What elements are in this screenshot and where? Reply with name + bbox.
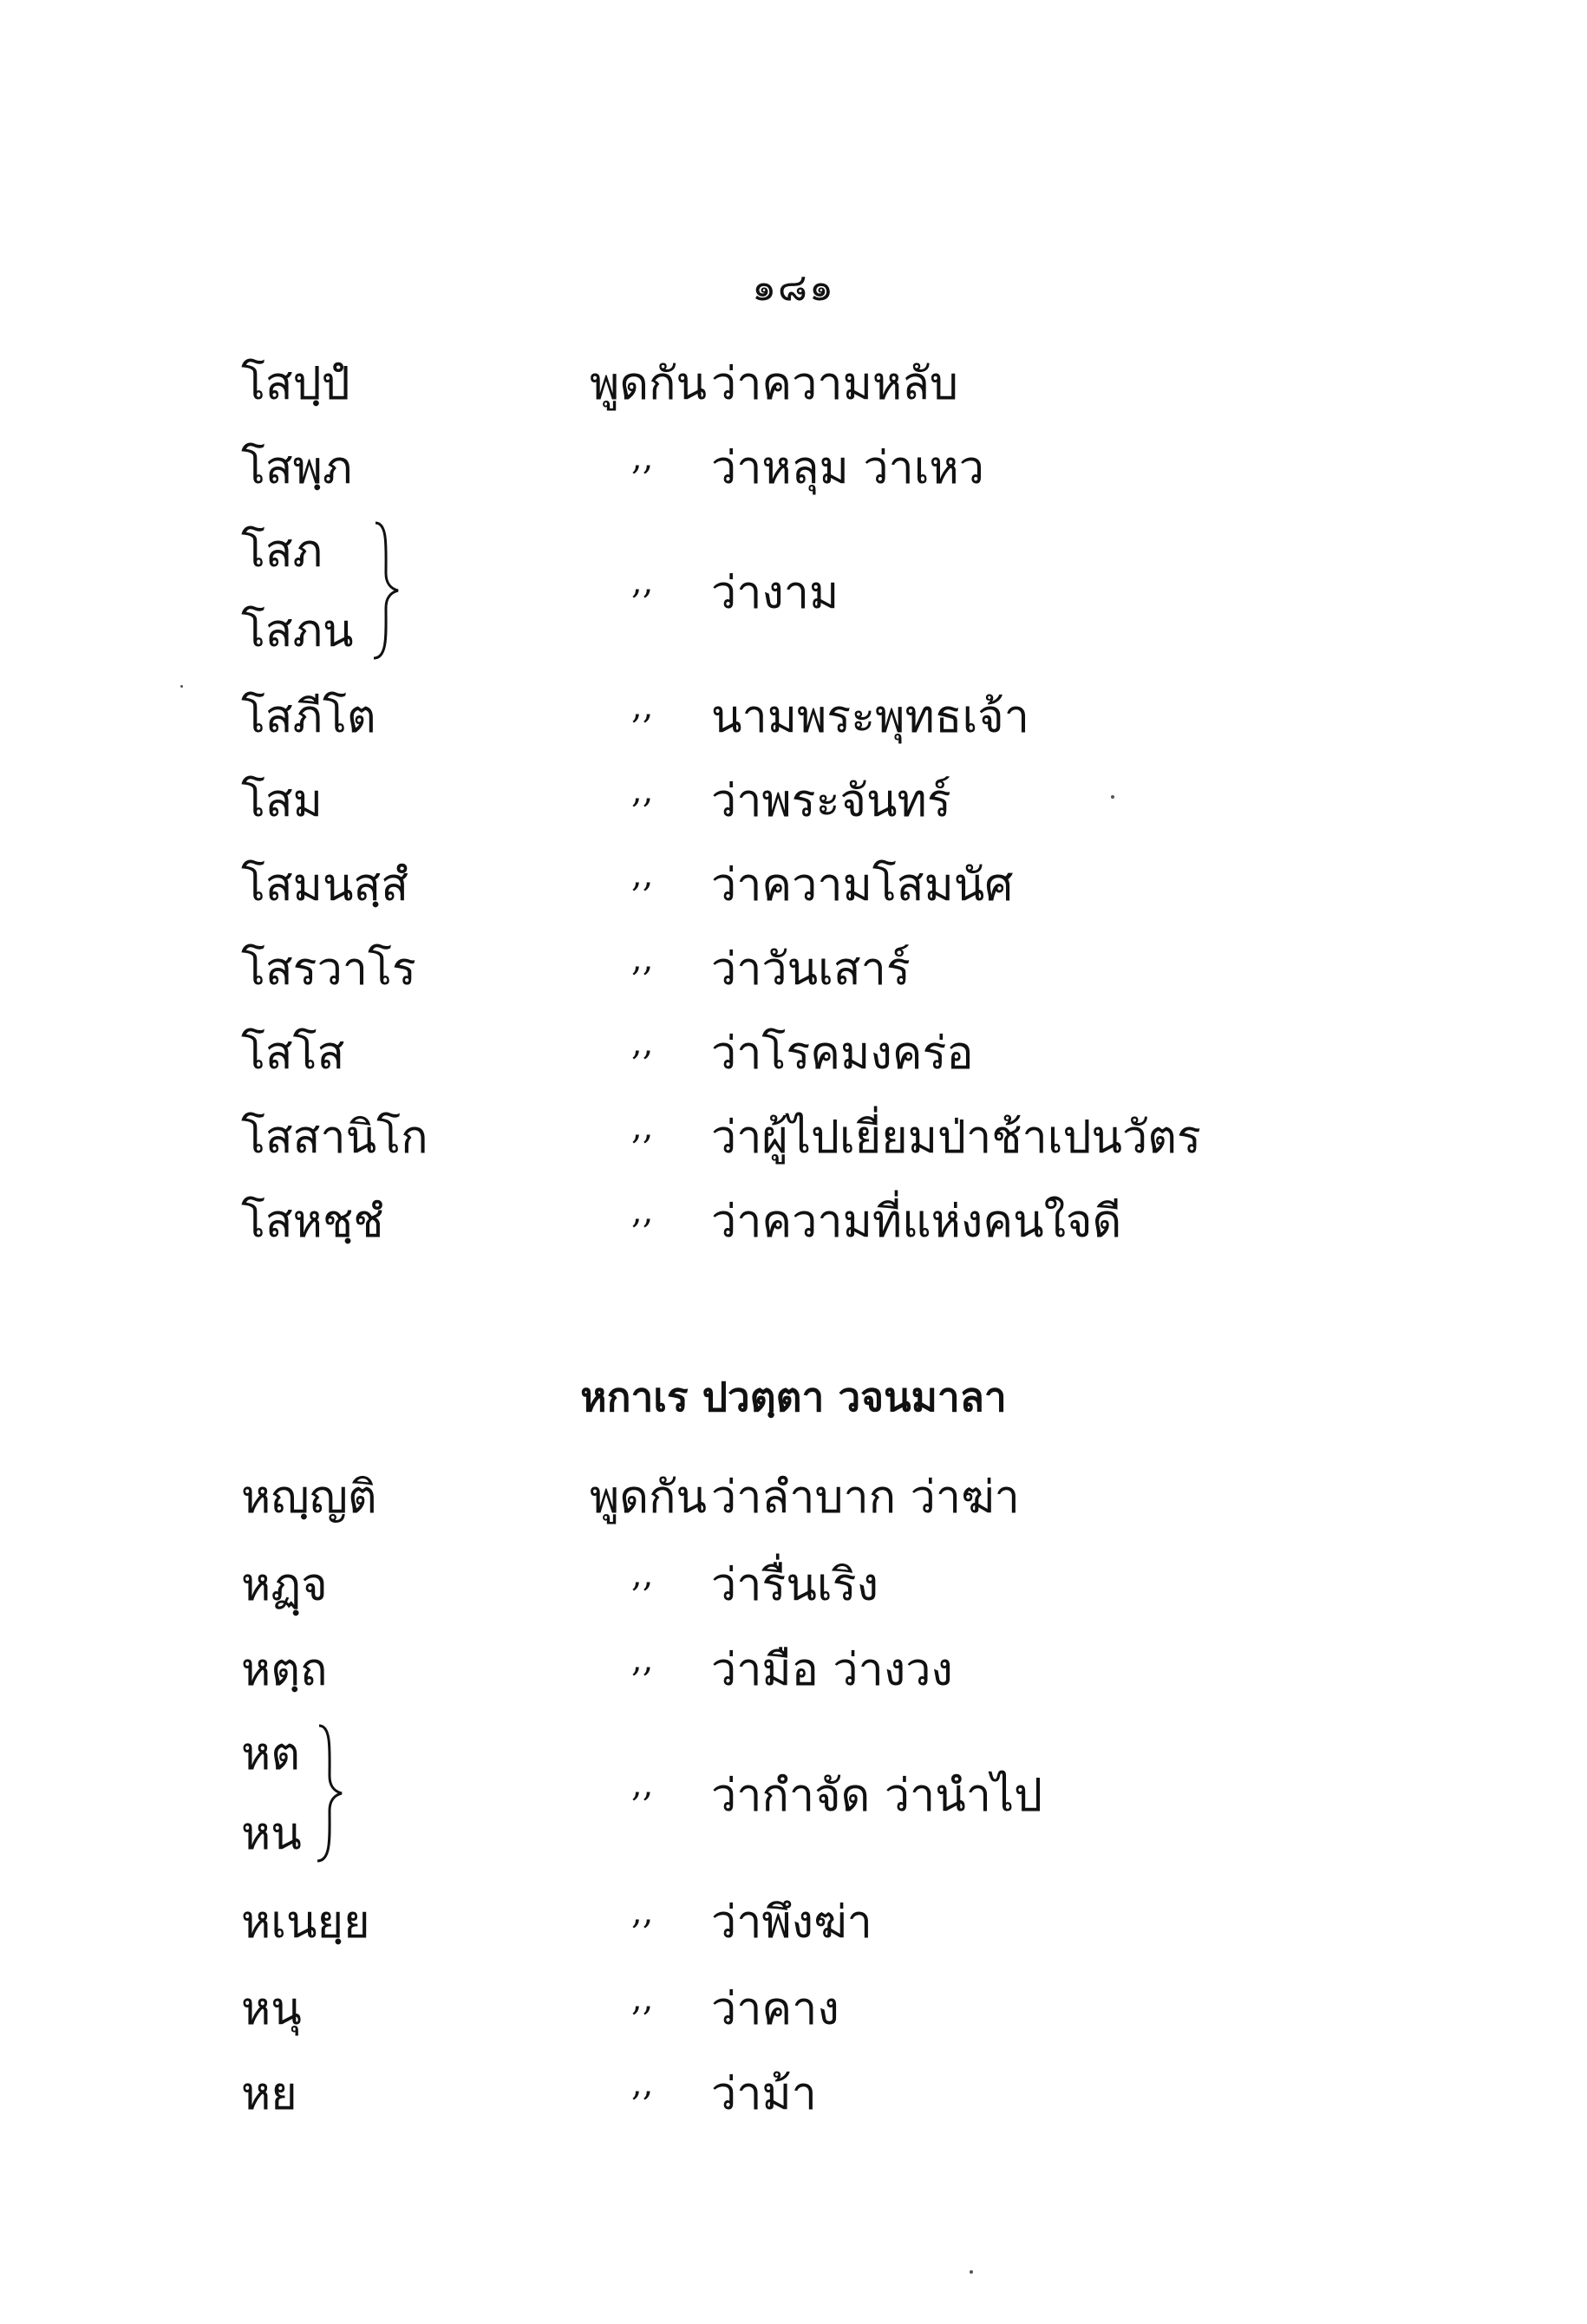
entry-term: หต (241, 1728, 301, 1780)
entry-definition: ว่าพระจันทร์ (711, 775, 951, 827)
entry-term: หญฺญติ (241, 1472, 377, 1524)
entry-definition: นามพระพุทธเจ้า (711, 691, 1029, 743)
entry-definition: ว่าพึงฆ่า (711, 1896, 872, 1949)
entry-definition: ว่าลำบาก ว่าฆ่า (711, 1472, 1020, 1524)
entry-term: โสหชฺชํ (241, 1196, 384, 1248)
page-number: ๑๘๑ (752, 265, 835, 310)
ditto-mark: ,, (631, 771, 654, 811)
entry-term: โสภ (241, 526, 323, 578)
entry-term: โสพฺภ (241, 442, 353, 494)
ditto-mark: ,, (631, 438, 654, 478)
entry-term: หฏฺจ (241, 1559, 328, 1611)
entry-definition: ว่าคาง (711, 1983, 839, 2035)
entry-definition: ว่าโรคมงคร่อ (711, 1028, 974, 1080)
entry-definition: ว่าหลุม ว่าเหว (711, 442, 984, 494)
entry-row (0, 1185, 1587, 1263)
entry-term: โสมนสฺสํ (241, 859, 408, 911)
entry-row (0, 1548, 1587, 1626)
ditto-mark: ,, (631, 1107, 654, 1147)
ditto-mark: ,, (631, 939, 654, 979)
entry-row (0, 680, 1587, 758)
ditto-mark: ,, (631, 855, 654, 895)
ditto-mark: ,, (631, 1892, 654, 1932)
entry-row (0, 1972, 1587, 2050)
entry-row (0, 2057, 1587, 2135)
entry-definition: ว่าวันเสาร์ (711, 943, 911, 996)
ditto-mark: ,, (631, 2064, 654, 2104)
ditto-mark: ,, (631, 562, 654, 602)
entry-term: หนุ (241, 1983, 302, 2035)
entry-term: โสสานิโก (241, 1112, 428, 1164)
right-brace (312, 1724, 347, 1863)
entry-row (0, 1885, 1587, 1963)
ditto-mark: ,, (631, 1979, 654, 2019)
entry-term: โสม (241, 775, 323, 827)
entry-row (0, 848, 1587, 926)
section-heading: หกาเร ปวตฺตา วจนมาลา (580, 1374, 1007, 1420)
entry-group (0, 1717, 1587, 1882)
entry-lead: พูดกัน (590, 358, 708, 410)
entry-definition: ว่าความโสมนัศ (711, 859, 1014, 911)
entry-definition: ว่าม้า (711, 2068, 817, 2120)
entry-definition: ว่าความที่แห่งคนใจดี (711, 1196, 1122, 1248)
entry-term: หเนยฺย (241, 1896, 370, 1949)
entry-row (0, 431, 1587, 509)
entry-lead: พูดกัน (590, 1472, 708, 1524)
entry-term: โสรวาโร (241, 943, 416, 996)
ditto-mark: ,, (631, 1765, 654, 1805)
right-brace (369, 521, 403, 660)
entry-definition: ว่ารื่นเริง (711, 1559, 878, 1611)
entry-row (0, 1100, 1587, 1178)
entry-definition: ว่างาม (711, 567, 839, 619)
ditto-mark: ,, (631, 1555, 654, 1595)
scan-speck (180, 685, 183, 688)
entry-term: หตฺถ (241, 1644, 328, 1696)
entry-term: หย (241, 2068, 297, 2120)
entry-definition: ว่าความหลับ (711, 358, 959, 410)
scan-speck (1111, 795, 1114, 799)
entry-definition: ว่ามือ ว่างวง (711, 1644, 953, 1696)
entry-definition: ว่าผู้ไปเยี่ยมป่าช้าเปนวัตร (711, 1112, 1201, 1164)
entry-row (0, 764, 1587, 842)
entry-term: โสภีโต (241, 691, 376, 743)
entry-row (0, 347, 1587, 425)
entry-term: หน (241, 1808, 302, 1860)
entry-term: โสภน (241, 605, 354, 657)
ditto-mark: ,, (631, 1640, 654, 1680)
entry-term: โสโส (241, 1028, 345, 1080)
entry-row (0, 1460, 1587, 1538)
entry-row (0, 932, 1587, 1010)
ditto-mark: ,, (631, 1023, 654, 1063)
entry-row (0, 1633, 1587, 1711)
ditto-mark: ,, (631, 687, 654, 727)
entry-definition: ว่ากำจัด ว่านำไป (711, 1770, 1043, 1822)
entry-group (0, 514, 1587, 679)
ditto-mark: ,, (631, 1191, 654, 1231)
entry-row (0, 1016, 1587, 1094)
entry-term: โสปฺปํ (241, 358, 350, 410)
scan-speck (970, 2270, 973, 2274)
